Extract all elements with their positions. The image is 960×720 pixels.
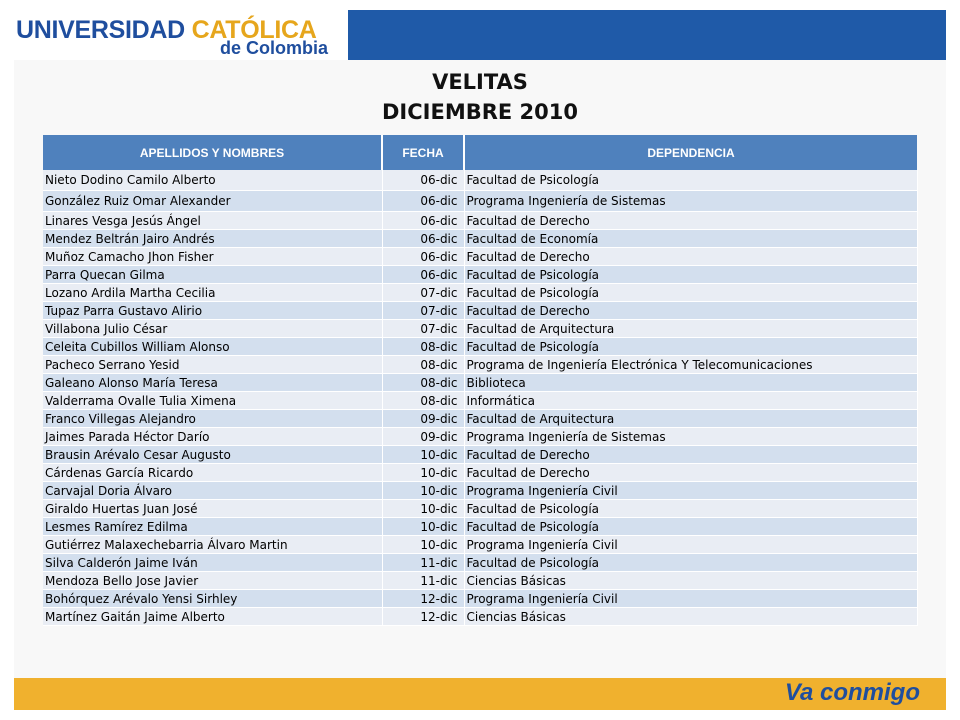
table-header-row [43,135,917,170]
table-body [43,170,917,626]
cell-nombre: Celeita Cubillos William Alonso [43,338,382,356]
cell-fecha: 10-dic [382,518,464,536]
cell-fecha: 10-dic [382,482,464,500]
cell-fecha: 09-dic [382,428,464,446]
table-row [43,356,917,374]
cell-fecha: 07-dic [382,302,464,320]
table-row [43,170,917,191]
university-logo [14,10,348,60]
table-row [43,554,917,572]
cell-nombre: Carvajal Doria Álvaro [43,482,382,500]
cell-dependencia: Programa Ingeniería Civil [464,482,917,500]
column-header-nombres: APELLIDOS Y NOMBRES [43,135,382,170]
cell-fecha: 08-dic [382,374,464,392]
cell-nombre: González Ruiz Omar Alexander [43,191,382,212]
cell-nombre: Giraldo Huertas Juan José [43,500,382,518]
cell-dependencia: Facultad de Psicología [464,518,917,536]
cell-dependencia: Facultad de Derecho [464,302,917,320]
table-row [43,464,917,482]
cell-dependencia: Programa de Ingeniería Electrónica Y Telecomunicaciones [464,356,917,374]
cell-fecha: 08-dic [382,338,464,356]
cell-nombre: Villabona Julio César [43,320,382,338]
table-row [43,608,917,626]
cell-dependencia: Programa Ingeniería de Sistemas [464,191,917,212]
table-row [43,518,917,536]
cell-dependencia: Facultad de Derecho [464,248,917,266]
cell-fecha: 10-dic [382,464,464,482]
table-row [43,266,917,284]
logo-word-universidad: UNIVERSIDAD [16,16,185,44]
cell-fecha: 07-dic [382,284,464,302]
cell-nombre: Tupaz Parra Gustavo Alirio [43,302,382,320]
cell-dependencia: Facultad de Psicología [464,554,917,572]
table-row [43,482,917,500]
footer-bar [14,678,946,710]
cell-nombre: Jaimes Parada Héctor Darío [43,428,382,446]
cell-fecha: 06-dic [382,212,464,230]
table-row [43,338,917,356]
table-row [43,284,917,302]
cell-fecha: 08-dic [382,356,464,374]
table-row [43,230,917,248]
cell-fecha: 06-dic [382,191,464,212]
table-row [43,212,917,230]
cell-dependencia: Facultad de Arquitectura [464,320,917,338]
page-subtitle: DICIEMBRE 2010 [382,100,578,124]
cell-dependencia: Facultad de Psicología [464,284,917,302]
cell-dependencia: Facultad de Psicología [464,170,917,191]
table-row [43,428,917,446]
cell-dependencia: Facultad de Psicología [464,338,917,356]
table-row [43,191,917,212]
cell-nombre: Franco Villegas Alejandro [43,410,382,428]
cell-fecha: 09-dic [382,410,464,428]
cell-dependencia: Ciencias Básicas [464,572,917,590]
cell-nombre: Gutiérrez Malaxechebarria Álvaro Martin [43,536,382,554]
cell-fecha: 12-dic [382,608,464,626]
cell-nombre: Galeano Alonso María Teresa [43,374,382,392]
table-row [43,590,917,608]
slide [14,10,946,710]
page-title: VELITAS [432,70,528,94]
cell-dependencia: Facultad de Arquitectura [464,410,917,428]
table-row [43,410,917,428]
cell-nombre: Nieto Dodino Camilo Alberto [43,170,382,191]
cell-dependencia: Facultad de Derecho [464,446,917,464]
column-header-fecha: FECHA [382,135,464,170]
cell-dependencia: Facultad de Economía [464,230,917,248]
cell-nombre: Muñoz Camacho Jhon Fisher [43,248,382,266]
cell-fecha: 06-dic [382,266,464,284]
cell-nombre: Pacheco Serrano Yesid [43,356,382,374]
cell-nombre: Martínez Gaitán Jaime Alberto [43,608,382,626]
cell-nombre: Parra Quecan Gilma [43,266,382,284]
cell-fecha: 06-dic [382,248,464,266]
cell-dependencia: Facultad de Derecho [464,212,917,230]
table-row [43,374,917,392]
cell-dependencia: Facultad de Psicología [464,500,917,518]
cell-nombre: Cárdenas García Ricardo [43,464,382,482]
cell-dependencia: Biblioteca [464,374,917,392]
cell-dependencia: Facultad de Psicología [464,266,917,284]
header-bar [14,10,946,60]
logo-word-catolica: CATÓLICA [191,16,317,44]
cell-fecha: 06-dic [382,170,464,191]
cell-dependencia: Informática [464,392,917,410]
table-row [43,248,917,266]
cell-fecha: 10-dic [382,500,464,518]
cell-fecha: 10-dic [382,446,464,464]
footer-slogan: Va conmigo [784,679,920,706]
table-row [43,536,917,554]
cell-dependencia: Programa Ingeniería Civil [464,590,917,608]
cell-nombre: Bohórquez Arévalo Yensi Sirhley [43,590,382,608]
cell-nombre: Mendoza Bello Jose Javier [43,572,382,590]
cell-nombre: Mendez Beltrán Jairo Andrés [43,230,382,248]
table-row [43,572,917,590]
cell-fecha: 12-dic [382,590,464,608]
cell-dependencia: Programa Ingeniería Civil [464,536,917,554]
cell-dependencia: Ciencias Básicas [464,608,917,626]
cell-fecha: 06-dic [382,230,464,248]
column-header-dependencia: DEPENDENCIA [464,135,917,170]
cell-nombre: Silva Calderón Jaime Iván [43,554,382,572]
table-row [43,320,917,338]
cell-nombre: Brausin Arévalo Cesar Augusto [43,446,382,464]
cell-nombre: Valderrama Ovalle Tulia Ximena [43,392,382,410]
cell-fecha: 11-dic [382,554,464,572]
cell-dependencia: Facultad de Derecho [464,464,917,482]
cell-fecha: 11-dic [382,572,464,590]
table-row [43,446,917,464]
cell-fecha: 10-dic [382,536,464,554]
logo-subtitle: de Colombia [220,38,329,58]
cell-fecha: 07-dic [382,320,464,338]
cell-fecha: 08-dic [382,392,464,410]
table-row [43,392,917,410]
cell-dependencia: Programa Ingeniería de Sistemas [464,428,917,446]
table-row [43,500,917,518]
cell-nombre: Lozano Ardila Martha Cecilia [43,284,382,302]
table-row [43,302,917,320]
birthday-table [43,135,918,626]
cell-nombre: Linares Vesga Jesús Ángel [43,212,382,230]
cell-nombre: Lesmes Ramírez Edilma [43,518,382,536]
